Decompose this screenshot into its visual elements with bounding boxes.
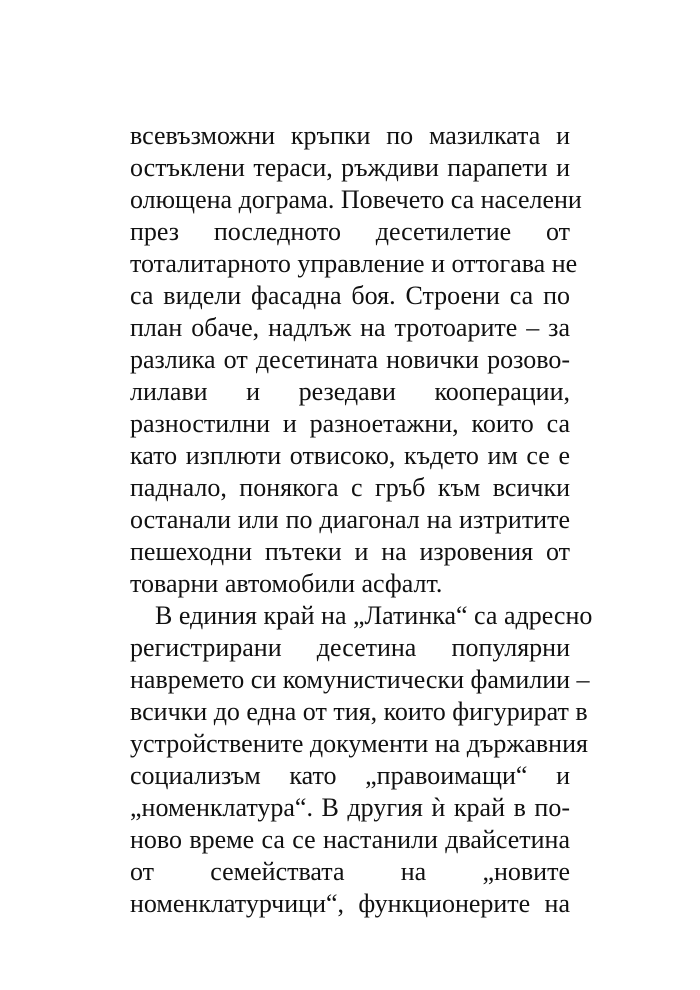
text-line: всевъзможни кръпки по мазилката и: [130, 121, 570, 150]
text-line: от семействата на „новите: [130, 857, 570, 886]
text-line: устройствените документи на държавния: [130, 729, 588, 758]
text-line: остъклени тераси, ръждиви парапети и: [130, 153, 570, 182]
text-line: през последното десетилетие от: [130, 217, 570, 246]
paragraph-1: [130, 120, 582, 600]
text-line: лилави и резедави кооперации,: [130, 377, 570, 406]
paragraph-2: [130, 600, 593, 920]
text-line: разлика от десетината новички розово-: [130, 345, 570, 374]
text-line: разностилни и разноетажни, които са: [130, 409, 570, 438]
text-line: номенклатурчици“, функционерите на: [130, 889, 570, 918]
text-line: „номенклатура“. В другия ѝ край в по-: [130, 793, 570, 822]
text-line: план обаче, надлъж на тротоарите – за: [130, 313, 570, 342]
text-line: ново време са се настанили двайсетина: [130, 825, 570, 854]
page-text: [130, 120, 593, 920]
text-line: останали или по диагонал на изтритите: [130, 505, 570, 534]
text-line: регистрирани десетина популярни: [130, 633, 570, 662]
text-line: навремето си комунистически фамилии –: [130, 665, 590, 694]
text-line: паднало, понякога с гръб към всички: [130, 473, 570, 502]
text-line: социализъм като „правоимащи“ и: [130, 761, 570, 790]
text-line: са видели фасадна боя. Строени са по: [130, 281, 570, 310]
text-line: В единия край на „Латинка“ са адресно: [155, 601, 593, 630]
text-line: пешеходни пътеки и на изровения от: [130, 537, 570, 566]
text-line: товарни автомобили асфалт.: [130, 569, 443, 598]
text-line: олющена дограма. Повечето са населени: [130, 185, 582, 214]
text-line: всички до една от тия, които фигурират в: [130, 697, 588, 726]
text-line: тоталитарното управление и оттогава не: [130, 249, 578, 278]
text-line: като изплюти отвисоко, където им се е: [130, 441, 570, 470]
